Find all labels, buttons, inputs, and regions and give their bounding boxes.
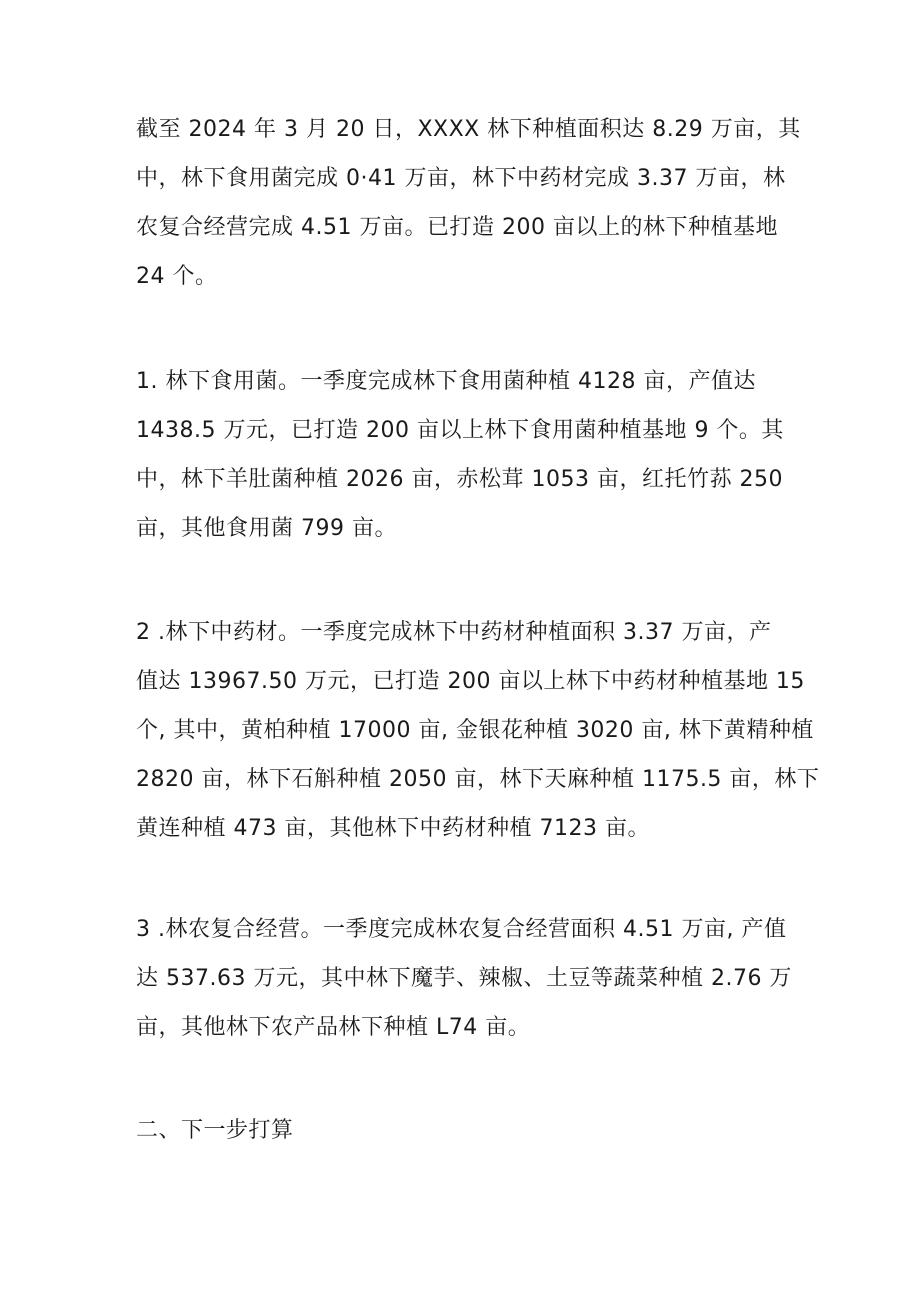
paragraph-agroforestry (136, 905, 792, 1052)
text-line: 1. 林下食用菌。一季度完成林下食用菌种植 4128 亩，产值达 (136, 369, 756, 394)
text-line: 值达 13967.50 万元，已打造 200 亩以上林下中药材种植基地 15 (136, 669, 805, 694)
text-line: 3 .林农复合经营。一季度完成林农复合经营面积 4.51 万亩, 产值 (136, 917, 787, 942)
section-heading-next-steps (136, 1106, 786, 1155)
paragraph-medicinal-herbs (136, 608, 820, 853)
paragraph-edible-fungi (136, 357, 786, 553)
text-line: 农复合经营完成 4.51 万亩。已打造 200 亩以上的林下种植基地 (136, 215, 778, 240)
text-line: 亩，其他林下农产品林下种植 L74 亩。 (136, 1015, 531, 1040)
heading-text: 二、下一步打算 (136, 1118, 294, 1143)
text-line: 2 .林下中药材。一季度完成林下中药材种植面积 3.37 万亩，产 (136, 620, 772, 645)
text-line: 1438.5 万元，已打造 200 亩以上林下食用菌种植基地 9 个。其 (136, 418, 784, 443)
text-line: 中，林下羊肚菌种植 2026 亩，赤松茸 1053 亩，红托竹荪 250 (136, 467, 783, 492)
text-line: 达 537.63 万元，其中林下魔芋、辣椒、土豆等蔬菜种植 2.76 万 (136, 966, 792, 991)
text-line: 截至 2024 年 3 月 20 日，XXXX 林下种植面积达 8.29 万亩，其 (136, 117, 801, 142)
text-line: 个, 其中，黄柏种植 17000 亩, 金银花种植 3020 亩, 林下黄精种植 (136, 718, 814, 743)
text-line: 中，林下食用菌完成 0·41 万亩，林下中药材完成 3.37 万亩，林 (136, 166, 786, 191)
text-line: 黄连种植 473 亩，其他林下中药材种植 7123 亩。 (136, 816, 650, 841)
text-line: 24 个。 (136, 264, 218, 289)
text-line: 2820 亩，林下石斛种植 2050 亩，林下天麻种植 1175.5 亩，林下 (136, 767, 820, 792)
text-line: 亩，其他食用菌 799 亩。 (136, 516, 397, 541)
paragraph-summary (136, 105, 801, 301)
